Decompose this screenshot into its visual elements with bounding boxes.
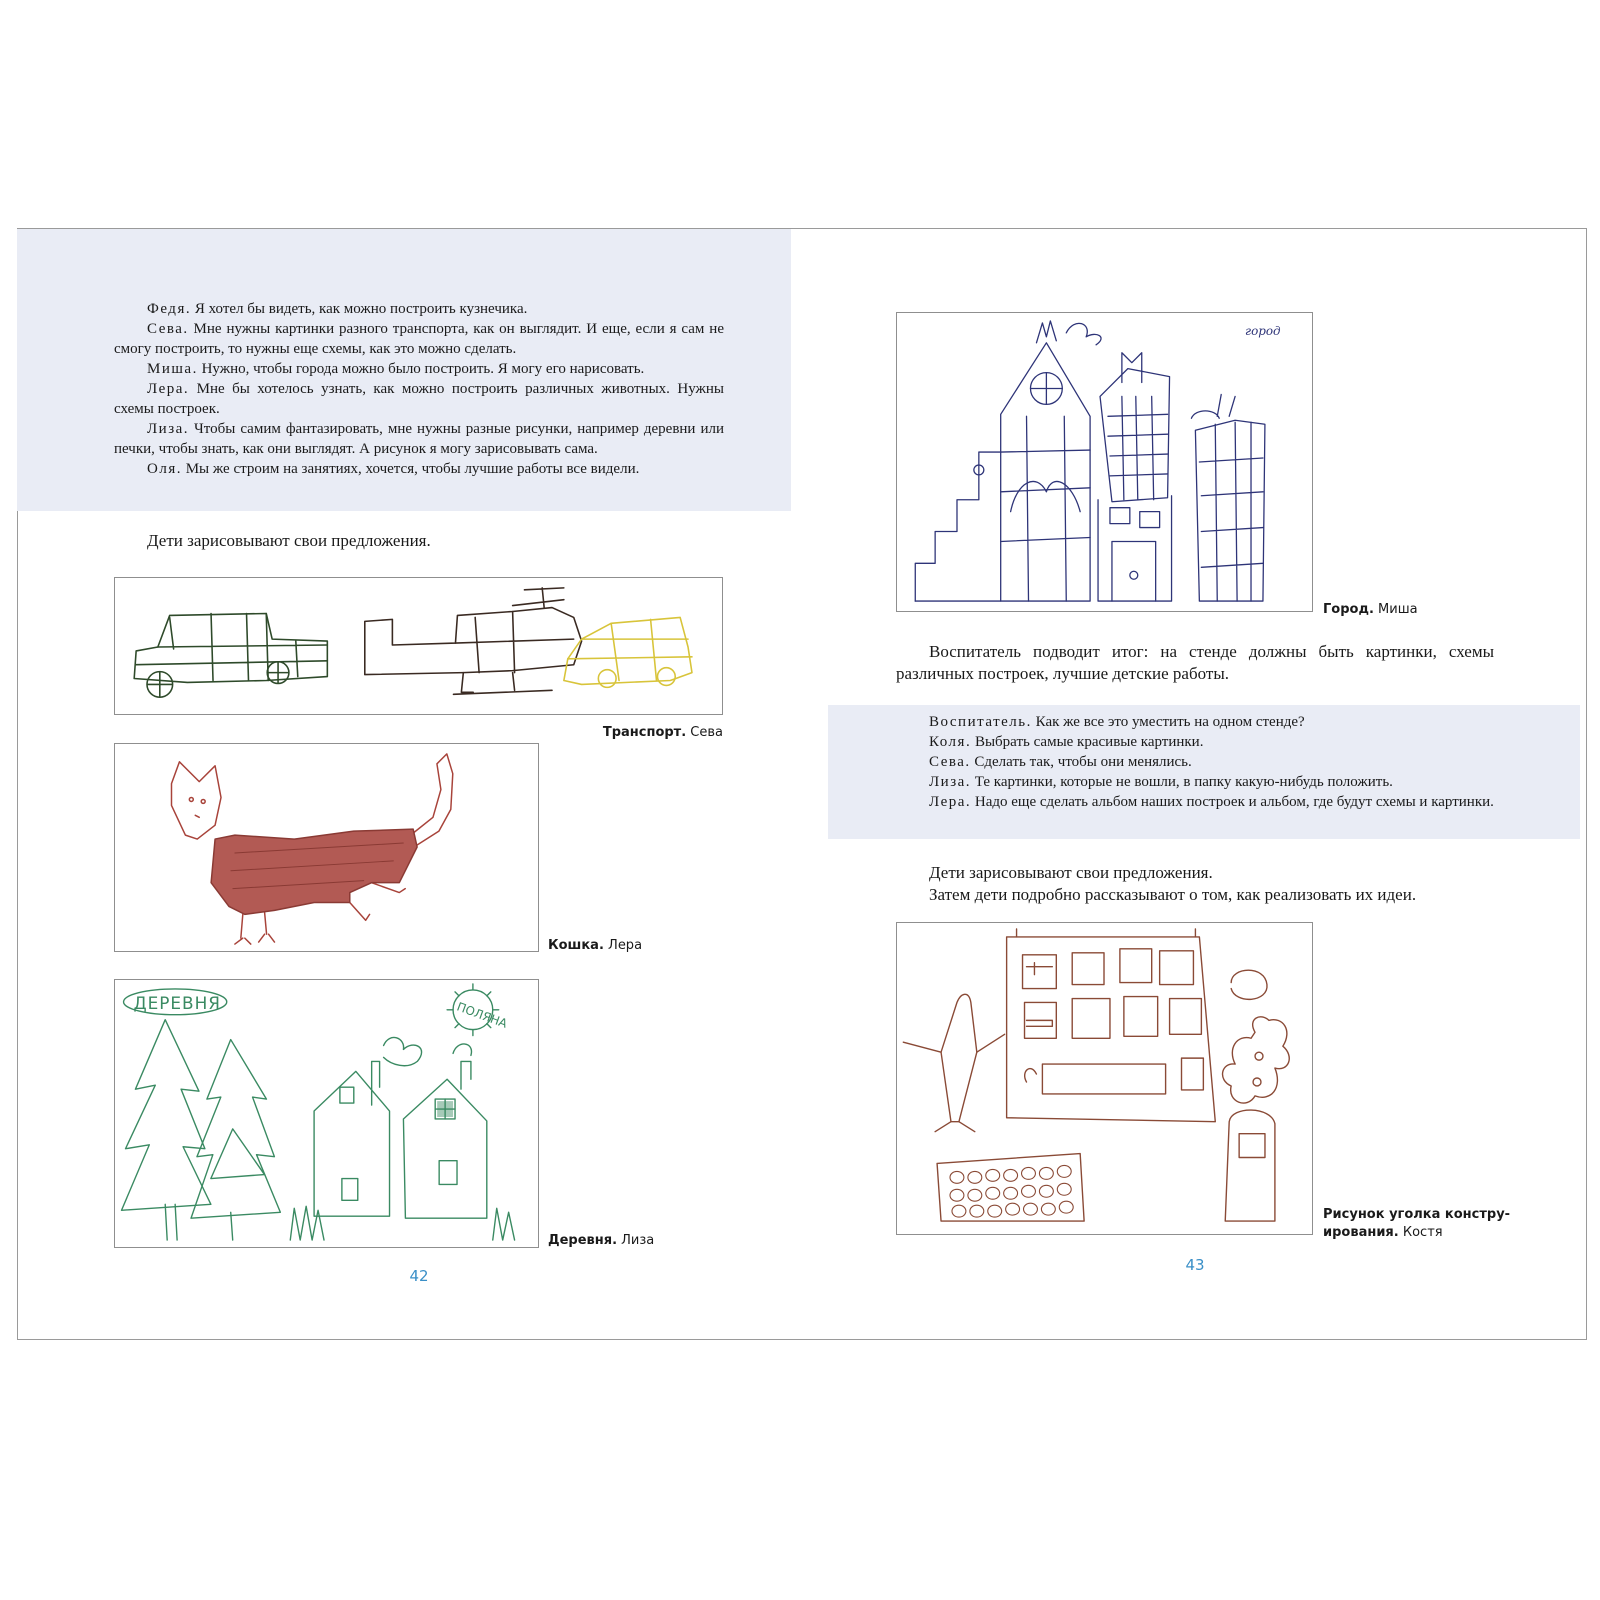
speaker: Лиза. [147, 421, 190, 437]
caption-title: Город. [1323, 602, 1374, 617]
line-text: Как же все это уместить на одном стенде? [1031, 714, 1305, 730]
caption-transport [460, 724, 723, 742]
line-text: Мы же строим на занятиях, хочется, чтобы лучшие работы все видели. [181, 461, 640, 477]
line-text: Мне бы хотелось узнать, как можно построить различных животных. Нужны схемы построек. [114, 381, 724, 417]
dialogue-line [114, 419, 724, 459]
caption-cat [548, 937, 642, 955]
speaker: Сева. [929, 754, 971, 770]
dialogue-line [114, 459, 724, 479]
line-text: Мне нужны картинки разного транспорта, как он выглядит. И еще, если я сам не смогу построить, то нужны еще схемы, как это можно сделать. [114, 321, 724, 357]
dialogue-line [896, 772, 1494, 792]
dialogue-line [896, 732, 1494, 752]
dialogue-line [896, 712, 1494, 732]
lead-text-right [896, 862, 1494, 906]
line-text: Чтобы самим фантазировать, мне нужны разные рисунки, например деревни или печки, чтобы знать, как они выглядят. А рисунок я могу зарисовывать сама. [114, 421, 724, 457]
caption-title: Транспорт. [602, 725, 687, 740]
caption-author: Сева [686, 725, 723, 740]
caption-author: Миша [1373, 602, 1418, 617]
drawing-cat [114, 743, 539, 952]
dialogue-right [896, 712, 1494, 812]
page-number-left: 42 [409, 1267, 429, 1285]
speaker: Федя. [147, 301, 192, 317]
line-text: Выбрать самые красивые картинки. [971, 734, 1204, 750]
caption-title: Деревня. [548, 1233, 618, 1248]
speaker: Лера. [929, 794, 972, 810]
line-text: Надо еще сделать альбом наших построек и альбом, где будут схемы и картинки. [971, 794, 1494, 810]
drawing-village [114, 979, 539, 1248]
lead-text-left [114, 530, 724, 552]
lead-paragraph: Воспитатель подводит итог: на стенде должны быть картинки, схемы различных построек, лучшие детские работы. [896, 642, 1494, 683]
caption-title-line1: Рисунок уголка констру- [1323, 1207, 1511, 1222]
speaker: Воспитатель. [929, 714, 1032, 730]
lead-summary [896, 641, 1494, 685]
dialogue-line [896, 792, 1494, 812]
caption-author: Костя [1398, 1225, 1443, 1240]
caption-author: Лиза [617, 1233, 655, 1248]
drawing-transport [114, 577, 723, 715]
speaker: Миша. [147, 361, 198, 377]
caption-author: Лера [603, 938, 643, 953]
drawing-label-meadow: ПОЛЯНА [454, 999, 510, 1031]
speaker: Лера. [147, 381, 190, 397]
page-number-right: 43 [1185, 1256, 1205, 1274]
drawing-label-village: ДЕРЕВНЯ [133, 992, 222, 1013]
drawing-city [896, 312, 1313, 612]
speaker: Оля. [147, 461, 182, 477]
dialogue-line [114, 359, 724, 379]
line-text: Я хотел бы видеть, как можно построить кузнечика. [191, 301, 528, 317]
lead-paragraph: Затем дети подробно рассказывают о том, как реализовать их идеи. [929, 885, 1417, 904]
speaker: Коля. [929, 734, 972, 750]
lead-paragraph: Дети зарисовывают свои предложения. [929, 863, 1213, 882]
drawing-label-city: город [1245, 323, 1281, 338]
drawing-construction-corner [896, 922, 1313, 1235]
caption-village [548, 1232, 654, 1250]
dialogue-line [114, 299, 724, 319]
caption-title: Кошка. [548, 938, 604, 953]
dialogue-line [114, 379, 724, 419]
caption-title-line2: ирования. [1323, 1225, 1399, 1240]
caption-city [1323, 601, 1418, 619]
dialogue-left [114, 299, 724, 479]
line-text: Нужно, чтобы города можно было построить. Я могу его нарисовать. [197, 361, 645, 377]
line-text: Те картинки, которые не вошли, в папку какую-нибудь положить. [971, 774, 1393, 790]
dialogue-line [114, 319, 724, 359]
line-text: Сделать так, чтобы они менялись. [970, 754, 1192, 770]
speaker: Сева. [147, 321, 189, 337]
lead-paragraph: Дети зарисовывают свои предложения. [147, 531, 431, 550]
caption-construction-corner [1323, 1206, 1563, 1242]
dialogue-line [896, 752, 1494, 772]
speaker: Лиза. [929, 774, 972, 790]
